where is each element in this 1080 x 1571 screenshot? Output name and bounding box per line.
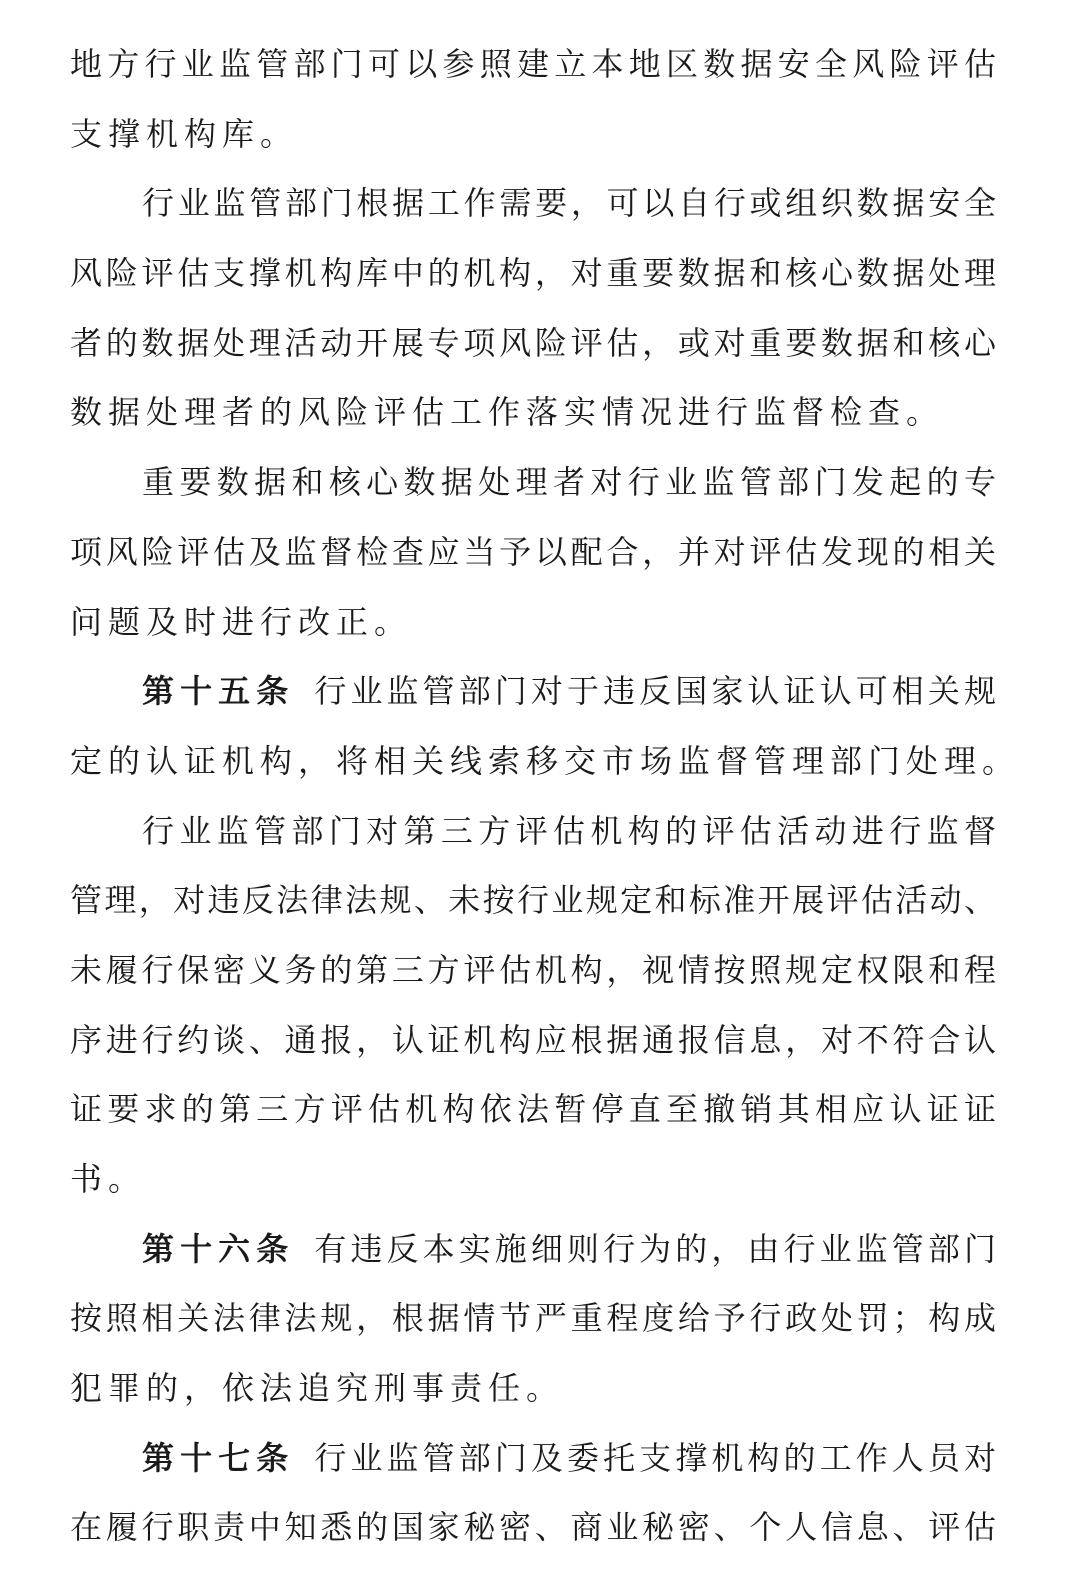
text-line xyxy=(70,1145,996,1215)
text-line xyxy=(70,1075,996,1145)
text-line xyxy=(70,866,996,936)
text-line xyxy=(70,239,996,309)
line-text: 行业监管部门对于违反国家认证认可相关规 xyxy=(314,672,996,711)
text-line xyxy=(70,1006,996,1076)
line-text: 书。 xyxy=(70,1160,147,1198)
text-line xyxy=(70,1284,996,1354)
line-text: 者的数据处理活动开展专项风险评估，或对重要数据和核心 xyxy=(70,323,996,362)
text-line xyxy=(70,1493,996,1563)
line-text: 管理，对违反法律法规、未按行业规定和标准开展评估活动、 xyxy=(70,881,996,920)
line-text: 行业监管部门对第三方评估机构的评估活动进行监督 xyxy=(142,811,996,850)
document-page xyxy=(70,30,1021,1563)
text-line xyxy=(70,588,996,658)
text-line xyxy=(70,100,996,170)
line-text: 地方行业监管部门可以参照建立本地区数据安全风险评估 xyxy=(70,45,996,83)
text-line xyxy=(70,936,996,1006)
line-text: 按照相关法律法规，根据情节严重程度给予行政处罚；构成 xyxy=(70,1299,996,1338)
text-line xyxy=(70,30,996,100)
article-number: 第十五条 xyxy=(142,672,295,711)
line-text: 问题及时进行改正。 xyxy=(70,602,413,641)
line-text: 犯罪的，依法追究刑事责任。 xyxy=(70,1369,565,1408)
article-line xyxy=(70,657,996,727)
line-text: 证要求的第三方评估机构依法暂停直至撤销其相应认证证 xyxy=(70,1090,996,1129)
text-line xyxy=(70,309,996,379)
line-text: 有违反本实施细则行为的，由行业监管部门 xyxy=(314,1229,996,1268)
article-number: 第十七条 xyxy=(142,1438,295,1477)
line-text: 在履行职责中知悉的国家秘密、商业秘密、个人信息、评估 xyxy=(70,1508,996,1547)
text-line xyxy=(70,169,996,239)
text-line xyxy=(70,518,996,588)
line-text: 数据处理者的风险评估工作落实情况进行监督检查。 xyxy=(70,393,945,432)
line-text: 序进行约谈、通报，认证机构应根据通报信息，对不符合认 xyxy=(70,1020,996,1059)
article-number: 第十六条 xyxy=(142,1229,295,1268)
article-line xyxy=(70,1424,996,1494)
text-line xyxy=(70,797,996,867)
line-text: 支撑机构库。 xyxy=(70,114,299,153)
line-text: 重要数据和核心数据处理者对行业监管部门发起的专 xyxy=(142,463,996,502)
line-text: 行业监管部门根据工作需要，可以自行或组织数据安全 xyxy=(142,184,996,223)
line-text: 项风险评估及监督检查应当予以配合，并对评估发现的相关 xyxy=(70,532,996,571)
text-line xyxy=(70,727,1021,797)
text-line xyxy=(70,1354,996,1424)
article-line xyxy=(70,1215,996,1285)
line-text: 风险评估支撑机构库中的机构，对重要数据和核心数据处理 xyxy=(70,254,996,293)
line-text: 行业监管部门及委托支撑机构的工作人员对 xyxy=(314,1438,996,1477)
text-line xyxy=(70,378,996,448)
line-text: 定的认证机构，将相关线索移交市场监督管理部门处理。 xyxy=(70,741,1021,780)
text-line xyxy=(70,448,996,518)
line-text: 未履行保密义务的第三方评估机构，视情按照规定权限和程 xyxy=(70,950,996,989)
